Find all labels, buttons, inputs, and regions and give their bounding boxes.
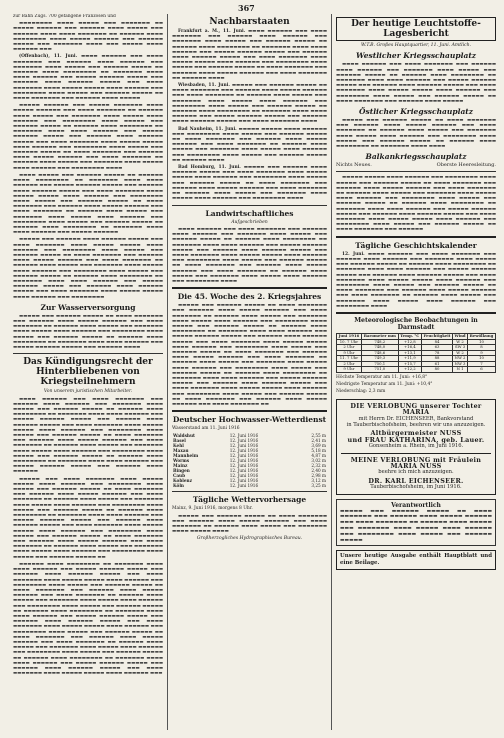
water-val: 2,98 m — [311, 473, 326, 479]
column-rule — [331, 14, 332, 730]
item-lead: Bad Homburg, 11. Juni. — [178, 165, 241, 171]
column-rule — [167, 14, 168, 730]
article-heading: Das Kündigungsrecht der Hinterbliebenen von Kriegsteilnehmern — [23, 357, 153, 388]
met-cell: +13,1 — [398, 350, 421, 356]
met-cell: NW 2 — [454, 355, 466, 361]
section-subheading: Aufgeschrieben — [231, 219, 268, 225]
water-val: 3,69 m — [311, 443, 326, 449]
meteorology-table — [336, 333, 496, 373]
section-heading: Landwirtschaftliches — [205, 208, 294, 218]
editorial-box — [336, 499, 496, 547]
ad-line: beehre ich mich anzuzeigen. — [378, 469, 454, 476]
met-cell: 10 — [467, 339, 495, 345]
section-heading: Östlicher Kriegsschauplatz — [358, 107, 474, 117]
ad-line: in Tauberbischofsheim, beehren wir uns anzuzeigen. — [346, 421, 486, 428]
water-place: Mainz — [173, 463, 188, 469]
body-text: ▬▬▬▬ ▬▬▬▬▬▬ ▬▬▬ ▬▬▬▬ ▬▬▬▬▬▬▬ ▬▬▬ ▬▬▬▬▬▬ ▬▬▬▬ ▬▬▬▬▬▬ ▬▬▬ ▬▬▬▬▬▬▬ ▬▬▬▬ ▬▬▬▬▬ ▬▬▬ ▬▬▬▬▬▬ ▬▬▬▬▬ ▬▬ ▬▬▬▬▬▬ ▬▬▬▬ ▬▬▬▬▬▬▬▬ ▬▬ ▬▬▬▬▬▬▬ ▬▬▬▬ ▬▬▬▬ ▬▬▬▬▬▬ ▬▬▬ ▬▬▬▬▬ ▬▬▬▬▬▬ ▬▬▬▬▬ ▬▬▬ ▬▬▬▬▬▬ ▬▬▬▬ ▬▬▬▬▬▬ ▬▬▬▬▬ ▬▬▬ ▬▬▬▬ ▬▬▬▬▬▬▬ ▬▬▬▬ ▬▬▬▬▬ ▬▬▬▬▬ ▬▬▬▬ ▬▬▬▬▬▬ ▬▬▬ ▬▬▬▬▬▬▬▬ ▬▬▬▬ ▬▬▬▬▬ ▬▬▬ ▬▬▬▬▬▬ ▬▬▬▬▬ ▬▬ ▬▬▬▬ ▬▬▬▬▬▬▬ ▬▬▬ ▬▬▬▬▬▬ ▬▬▬▬ ▬▬▬▬▬ — [336, 62, 496, 104]
met-cell: N 1 — [453, 367, 468, 373]
met-header: Juni 1916 — [337, 333, 362, 339]
met-cell: 9 — [467, 350, 495, 356]
met-cell: 10 — [467, 356, 495, 362]
body-text: ▬▬▬▬▬ ▬▬▬ ▬▬▬▬▬▬ ▬▬▬▬▬ ▬▬ ▬▬▬▬ ▬▬▬▬▬▬▬ ▬▬▬ ▬▬▬▬▬▬ ▬▬▬▬ ▬▬▬▬▬ ▬▬▬▬▬▬ ▬▬▬ ▬▬▬▬ ▬▬▬▬▬▬▬ ▬▬ ▬▬▬▬▬▬ ▬▬▬▬ ▬▬▬▬▬ ▬▬▬ ▬▬▬▬▬▬▬ ▬▬▬▬ ▬▬▬▬▬ ▬▬▬▬ ▬▬▬▬▬▬ ▬▬▬ ▬▬▬▬▬▬▬▬ ▬▬▬▬ ▬▬▬▬▬ ▬▬▬ ▬▬▬▬▬▬ ▬▬▬▬▬ — [340, 508, 492, 543]
met-cell: 63 — [421, 345, 452, 351]
met-header: Feuchtigkeit — [421, 333, 452, 339]
section-heading: Die 45. Woche des 2. Kriegsjahres — [177, 292, 322, 302]
section-heading: Tägliche Wettervorhersage — [192, 495, 307, 505]
water-date: 12. Juni 1916 — [229, 443, 259, 449]
body-text: ▬▬▬▬▬ ▬▬▬ ▬▬▬▬▬▬ ▬▬▬▬▬ ▬▬ ▬▬▬▬ ▬▬▬▬▬▬▬ ▬▬▬ ▬▬▬▬▬▬ ▬▬▬▬ ▬▬▬▬▬ ▬▬▬▬▬▬ ▬▬▬ ▬▬▬▬ ▬▬▬▬▬▬▬ ▬▬ ▬▬▬▬▬▬ ▬▬▬▬ ▬▬▬▬▬ ▬▬▬ ▬▬▬▬▬▬▬ ▬▬▬▬ ▬▬▬▬▬ ▬▬▬▬ ▬▬▬▬▬▬ ▬▬▬ ▬▬▬▬▬▬▬▬ ▬▬▬▬ ▬▬▬▬▬ ▬▬▬ ▬▬▬▬▬▬ ▬▬▬▬▬ ▬▬ ▬▬▬▬▬▬ ▬▬▬▬ ▬▬▬▬▬▬▬▬ ▬▬ ▬▬▬▬▬▬▬ ▬▬▬▬ ▬▬▬▬ — [336, 118, 496, 150]
water-date: 12. Juni 1916 — [229, 478, 259, 484]
report-signature: Oberste Heeresleitung. — [436, 162, 496, 169]
met-cell: 748,2 — [361, 339, 398, 345]
met-header: Bewölkung — [467, 333, 495, 339]
water-val: 5,18 m — [311, 448, 326, 454]
met-cell: NW 3 — [454, 360, 466, 366]
met-cell: +12,2 — [398, 367, 421, 373]
water-place: Bingen — [173, 468, 190, 474]
water-val: 2,55 m — [311, 433, 326, 439]
met-header: Wind — [454, 332, 466, 338]
body-text: ▬▬▬▬▬ ▬▬▬ ▬▬▬▬▬▬ ▬▬▬▬▬ ▬▬ ▬▬▬▬ ▬▬▬▬▬▬▬ ▬▬▬ ▬▬▬▬▬▬ ▬▬▬▬ ▬▬▬▬▬ ▬▬▬▬▬▬ ▬▬▬ ▬▬▬▬ ▬▬▬▬▬▬▬ ▬▬ ▬▬▬▬▬▬ ▬▬▬▬ ▬▬▬▬▬ ▬▬▬ ▬▬▬▬▬▬▬ ▬▬▬▬ ▬▬▬▬▬ ▬▬▬▬ ▬▬▬▬▬▬ ▬▬▬ ▬▬▬▬▬▬▬▬ ▬▬▬▬ ▬▬▬▬▬ ▬▬▬ ▬▬▬▬▬▬ ▬▬▬▬▬ ▬▬ ▬▬▬▬▬▬ ▬▬▬▬ ▬▬▬▬▬▬▬▬ ▬▬ ▬▬▬▬▬▬▬ ▬▬▬▬ ▬▬▬▬ ▬▬▬▬▬▬ ▬▬▬ ▬▬▬▬▬ ▬▬▬▬▬▬ ▬▬▬▬▬ ▬▬▬ ▬▬▬▬▬▬ ▬▬▬▬ ▬▬▬▬▬▬ ▬▬▬▬▬ ▬▬▬ ▬▬▬▬ ▬▬▬▬▬▬▬ ▬▬▬▬ — [172, 83, 327, 125]
ad-place: Tauberbischofsheim, im Juni 1916. — [370, 484, 462, 491]
body-text: ▬▬▬▬▬ ▬▬▬▬▬ ▬▬▬▬ ▬▬▬▬▬▬ ▬▬▬ ▬▬▬▬▬▬▬▬ ▬▬▬▬ ▬▬▬▬▬ ▬▬▬ ▬▬▬▬▬▬ ▬▬▬▬▬ ▬▬ ▬▬▬▬ ▬▬▬▬▬▬▬ ▬▬▬ ▬▬▬▬▬▬ ▬▬▬▬ ▬▬▬▬▬ ▬▬▬▬▬▬ ▬▬▬ ▬▬▬▬ ▬▬▬▬▬▬▬ ▬▬ ▬▬▬▬▬▬ ▬▬▬▬ ▬▬▬▬▬ ▬▬▬ ▬▬▬▬▬▬▬ ▬▬▬▬ ▬▬▬▬▬ ▬▬▬▬ ▬▬▬▬▬▬ ▬▬▬ ▬▬▬▬▬▬▬▬ ▬▬▬▬ ▬▬▬▬▬ ▬▬▬ ▬▬▬▬▬▬ ▬▬▬▬▬ ▬▬ ▬▬▬▬▬▬ ▬▬▬▬ ▬▬▬▬▬▬▬▬ ▬▬ ▬▬▬▬▬▬▬ ▬▬▬▬ ▬▬▬▬ ▬▬▬▬▬▬ ▬▬▬ ▬▬▬▬▬ ▬▬▬▬▬▬ ▬▬▬▬▬ ▬▬▬ ▬▬▬▬▬▬ ▬▬▬▬ ▬▬▬▬▬▬ ▬▬▬▬▬ ▬▬▬ ▬▬▬▬ ▬▬▬▬▬▬▬ ▬▬▬▬ ▬▬▬▬▬ ▬▬▬▬▬ ▬▬▬▬ ▬▬▬▬▬▬ ▬▬▬ ▬▬▬▬▬▬▬▬ ▬▬▬▬ ▬▬▬▬▬ ▬▬▬ ▬▬▬▬▬▬ ▬▬▬▬▬ ▬▬ ▬▬▬▬ ▬▬▬▬▬▬▬ ▬▬▬ ▬▬▬▬▬▬ — [336, 175, 496, 233]
column-middle — [172, 14, 327, 730]
met-cell: 61 — [421, 361, 452, 367]
body-text: ▬▬▬▬▬ ▬▬▬ ▬▬▬▬▬▬ ▬▬▬▬▬ ▬▬ ▬▬▬▬ ▬▬▬▬▬▬▬ ▬▬▬ ▬▬▬▬▬▬ ▬▬▬▬ ▬▬▬▬▬ ▬▬▬▬▬▬ ▬▬▬ ▬▬▬▬ ▬▬▬▬▬▬▬ ▬▬ ▬▬▬▬▬▬ ▬▬▬▬ ▬▬▬▬▬ ▬▬▬ ▬▬▬▬▬▬▬ ▬▬▬▬ ▬▬▬▬▬ ▬▬▬▬ ▬▬▬▬▬▬ ▬▬▬ ▬▬▬▬▬▬▬▬ ▬▬▬▬ ▬▬▬▬▬ ▬▬▬ ▬▬▬▬▬▬ ▬▬▬▬▬ ▬▬ ▬▬▬▬▬▬ ▬▬▬▬ ▬▬▬▬▬▬▬▬ ▬▬ ▬▬▬▬▬▬▬ ▬▬▬▬ ▬▬▬▬ ▬▬▬▬▬▬ ▬▬▬ ▬▬▬▬▬ ▬▬▬▬▬▬ ▬▬▬▬▬ ▬▬▬ ▬▬▬▬▬▬ ▬▬▬▬ ▬▬▬▬▬▬ ▬▬▬▬▬ ▬▬▬ ▬▬▬▬ ▬▬▬▬▬▬▬ ▬▬▬▬ ▬▬▬▬▬ ▬▬▬▬▬ ▬▬▬▬ ▬▬▬▬▬▬ ▬▬▬ ▬▬▬▬▬▬▬▬ ▬▬▬▬ ▬▬▬▬▬ ▬▬▬ ▬▬▬▬▬▬ ▬▬▬▬▬ ▬▬ ▬▬▬▬ ▬▬▬▬▬▬▬ ▬▬▬ ▬▬▬▬▬▬ ▬▬▬▬ ▬▬▬▬▬ ▬▬▬▬▬▬ ▬▬▬ ▬▬▬▬ ▬▬▬▬▬▬▬ ▬▬ ▬▬▬▬▬▬ ▬▬▬▬ ▬▬▬▬▬ ▬▬▬ ▬▬▬▬▬▬▬ ▬▬▬▬ ▬▬▬▬▬ ▬▬▬▬ ▬▬▬▬▬▬ ▬▬▬ ▬▬▬▬▬▬▬▬ ▬▬▬▬ ▬▬▬▬▬ ▬▬▬ ▬▬▬▬▬▬ ▬▬▬▬▬ ▬▬ ▬▬▬▬▬▬ ▬▬▬▬ ▬▬▬▬▬▬▬▬ ▬▬ ▬▬▬▬▬▬▬ ▬▬▬▬ ▬▬▬▬ ▬▬▬▬▬▬ ▬▬▬ ▬▬▬▬▬ ▬▬▬▬▬▬ ▬▬▬▬▬ ▬▬▬ ▬▬▬▬▬▬ ▬▬▬▬ ▬▬▬▬▬▬ ▬▬▬▬▬ ▬▬▬ ▬▬▬▬ ▬▬▬▬▬▬▬ ▬▬▬▬ ▬▬▬▬▬ ▬▬▬▬▬ ▬▬▬▬ ▬▬▬▬▬▬ ▬▬▬ ▬▬▬▬▬▬▬▬ ▬▬▬▬ ▬▬▬▬▬ ▬▬▬ ▬▬▬▬▬▬ ▬▬▬▬▬ ▬▬ ▬▬▬▬ ▬▬▬▬▬▬▬ ▬▬▬ ▬▬▬▬▬▬ ▬▬▬▬ ▬▬▬▬▬ ▬▬▬▬▬▬ ▬▬▬ ▬▬▬▬ ▬▬▬▬▬▬▬ ▬▬ — [172, 303, 327, 407]
met-cell: 78 — [421, 350, 452, 356]
divider — [336, 312, 496, 314]
met-note: Niederschlag: 2,3 mm — [336, 389, 386, 395]
ad-name: DR. KARL EICHENSEER. — [368, 476, 464, 485]
water-date: 12. Juni 1916 — [229, 483, 259, 489]
divider — [172, 287, 327, 289]
water-date: 12. Juni 1916 — [229, 453, 259, 459]
water-val: 3,25 m — [311, 483, 326, 489]
divider — [172, 491, 327, 492]
met-cell: 88 — [421, 356, 452, 362]
met-note: Höchste Temperatur am 11. Juni: +16,8° — [336, 375, 428, 381]
water-val: 3,02 m — [311, 458, 326, 464]
body-text: ▬▬▬▬ ▬▬▬▬▬▬ ▬▬▬ ▬▬▬▬ ▬▬▬▬▬▬▬ ▬▬▬ ▬▬▬▬▬▬ ▬▬▬▬ ▬▬▬▬▬▬ ▬▬▬ ▬▬▬▬▬▬▬ ▬▬▬▬ ▬▬▬▬▬ ▬▬▬ ▬▬▬▬▬▬ ▬▬▬▬▬ ▬▬ ▬▬▬▬▬▬ ▬▬▬▬ ▬▬▬▬▬▬▬▬ ▬▬ ▬▬▬▬▬▬▬ ▬▬▬▬ ▬▬▬▬ ▬▬▬▬▬▬ ▬▬▬ ▬▬▬▬▬ ▬▬▬▬▬▬ ▬▬▬▬▬ ▬▬▬ ▬▬▬▬▬▬ ▬▬▬▬ ▬▬▬▬▬▬ ▬▬▬▬▬ ▬▬▬ ▬▬▬▬ ▬▬▬▬▬▬▬ ▬▬▬▬ ▬▬▬▬▬ ▬▬▬▬▬ ▬▬▬▬ ▬▬▬▬▬▬ ▬▬▬ ▬▬▬▬▬▬▬▬ ▬▬▬▬ ▬▬▬▬▬ ▬▬▬ ▬▬▬▬▬▬ ▬▬▬▬▬ ▬▬ ▬▬▬▬ ▬▬▬▬▬▬▬ ▬▬▬ ▬▬▬▬▬▬ ▬▬▬▬ ▬▬▬▬▬ ▬▬▬▬▬▬ ▬▬▬ ▬▬▬▬ ▬▬▬▬▬▬▬ ▬▬ ▬▬▬▬▬▬ ▬▬▬▬ ▬▬▬▬▬ ▬▬▬ ▬▬▬▬▬▬▬ ▬▬▬▬ ▬▬▬▬▬ ▬▬▬▬ ▬▬▬▬▬▬ ▬▬▬ ▬▬▬▬▬▬▬▬ ▬▬▬▬ — [172, 226, 327, 284]
met-cell: 8 — [467, 345, 495, 351]
water-level-table — [172, 433, 327, 488]
met-header: Barometer mm — [361, 333, 398, 339]
met-cell: 80 — [421, 367, 452, 373]
water-date: 12. Juni 1916 — [229, 458, 259, 464]
section-heading: Tägliche Geschichtskalender — [355, 240, 477, 250]
met-cell: 84 — [421, 339, 452, 345]
divider — [13, 353, 163, 354]
column-left — [13, 14, 163, 730]
body-text: ▬▬▬▬ ▬▬▬▬▬▬ ▬▬▬ ▬▬▬▬ ▬▬▬▬▬▬▬ ▬▬▬ ▬▬▬▬▬▬ ▬▬▬▬ ▬▬▬▬▬▬ ▬▬▬ ▬▬▬▬▬▬▬ ▬▬▬▬ ▬▬▬▬▬ ▬▬▬ ▬▬▬▬▬▬ ▬▬▬▬▬ ▬▬ ▬▬▬▬▬▬ ▬▬▬▬ ▬▬▬▬▬▬▬▬ ▬▬ ▬▬▬▬▬▬▬ ▬▬▬▬ ▬▬▬▬ ▬▬▬▬▬▬ ▬▬▬ ▬▬▬▬▬ ▬▬▬▬▬▬ ▬▬▬▬▬ ▬▬▬ ▬▬▬▬▬▬ ▬▬▬▬ ▬▬▬▬▬▬ ▬▬▬▬▬ ▬▬▬ ▬▬▬▬ ▬▬▬▬▬▬▬ ▬▬▬▬ ▬▬▬▬▬ ▬▬▬▬▬ ▬▬▬▬ ▬▬▬▬▬▬ ▬▬▬ ▬▬▬▬▬▬▬▬ ▬▬▬▬ ▬▬▬▬▬ ▬▬▬ ▬▬▬▬▬▬ ▬▬▬▬▬ ▬▬ ▬▬▬▬ ▬▬▬▬▬▬▬ ▬▬▬ ▬▬▬▬▬▬ ▬▬▬▬ ▬▬▬▬▬ — [13, 54, 163, 102]
report-status: Nichts Neues. — [336, 162, 372, 169]
water-date: 12. Juni 1916 — [229, 473, 259, 479]
met-cell: 751,0 — [361, 367, 398, 373]
signature-line — [336, 163, 496, 168]
ad-line: MEINE VERLOBUNG mit Fräulein MARIA NUSS — [350, 455, 482, 470]
top-line: zur Bahn Zugs. 700 gefangene Franzosen und — [13, 14, 116, 19]
divider — [172, 410, 327, 412]
item-lead: Wiesbaden, 11. Juni. — [178, 83, 230, 89]
met-cell: 9 Uhr — [337, 367, 362, 373]
water-intro: Wasserstand am 11. Juni 1916 — [172, 426, 240, 432]
ad-place: Gonsenheim a. Rhein, im Juni 1916. — [368, 443, 464, 450]
water-val: 2,32 m — [311, 463, 326, 469]
water-place: Koblenz — [173, 478, 192, 484]
water-date: 12. Juni 1916 — [229, 433, 259, 439]
body-text: ▬▬▬▬▬ ▬▬▬ ▬▬▬▬▬▬ ▬▬▬▬ ▬▬▬▬▬▬ ▬▬▬▬▬ ▬▬▬ ▬▬▬▬ ▬▬▬▬▬▬▬ ▬▬▬▬ ▬▬▬▬▬ ▬▬▬▬▬ ▬▬▬▬ ▬▬▬▬▬▬ ▬▬▬ ▬▬▬▬▬▬▬▬ ▬▬▬▬ ▬▬▬▬▬ ▬▬▬ ▬▬▬▬▬▬ ▬▬▬▬▬ ▬▬ ▬▬▬▬ ▬▬▬▬▬▬▬ ▬▬▬ ▬▬▬▬▬▬ ▬▬▬▬ ▬▬▬▬▬ ▬▬▬▬▬▬ ▬▬▬ ▬▬▬▬ ▬▬▬▬▬▬▬ ▬▬ ▬▬▬▬▬▬ ▬▬▬▬ ▬▬▬▬▬ ▬▬▬ ▬▬▬▬▬▬▬ ▬▬▬▬ ▬▬▬▬▬ ▬▬▬▬ ▬▬▬▬▬▬ ▬▬▬ ▬▬▬▬▬▬▬▬ ▬▬▬▬ — [172, 165, 327, 202]
publisher: Großherzogliches Hydrographisches Bureau. — [196, 536, 303, 542]
water-val: 4,87 m — [311, 453, 326, 459]
water-date: 12. Juni 1916 — [229, 463, 259, 469]
article-subheading: Von unserem juristischen Mitarbeiter. — [43, 389, 133, 395]
met-cell: 2 Uhr — [337, 361, 362, 367]
column-right — [336, 14, 496, 730]
water-val: 3,12 m — [311, 478, 326, 484]
section-heading: Zur Wasserversorgung — [40, 302, 136, 312]
body-text: ▬▬▬▬▬ ▬▬▬▬▬ ▬▬▬▬ ▬▬▬▬▬▬ ▬▬▬ ▬▬▬▬▬▬▬▬ ▬▬▬▬ ▬▬▬▬▬ ▬▬▬ ▬▬▬▬▬▬ ▬▬▬▬▬ ▬▬ ▬▬▬▬ ▬▬▬▬▬▬▬ ▬▬▬ ▬▬▬▬▬▬ ▬▬▬▬ ▬▬▬▬▬ ▬▬▬▬▬▬ ▬▬▬ ▬▬▬▬ ▬▬▬▬▬▬▬ ▬▬ ▬▬▬▬▬▬ ▬▬▬▬ ▬▬▬▬▬ ▬▬▬ ▬▬▬▬▬▬▬ ▬▬▬▬ ▬▬▬▬▬ ▬▬▬▬ ▬▬▬▬▬▬ ▬▬▬ ▬▬▬▬▬▬▬▬ ▬▬▬▬ ▬▬▬▬▬ ▬▬▬ ▬▬▬▬▬▬ ▬▬▬▬▬ ▬▬ ▬▬▬▬▬▬ ▬▬▬▬ — [172, 126, 327, 163]
body-text: ▬▬▬▬▬ ▬▬▬▬▬▬ ▬▬▬ ▬▬▬▬▬ ▬▬▬▬▬▬▬ ▬▬▬▬ ▬▬▬▬▬ ▬▬▬▬▬▬ ▬▬▬ ▬▬▬▬ ▬▬▬▬▬▬▬ ▬▬ ▬▬▬▬▬▬ ▬▬▬▬ ▬▬▬▬▬ ▬▬▬ ▬▬▬▬▬▬▬ ▬▬▬▬ ▬▬▬▬▬ ▬▬▬▬ ▬▬▬▬▬▬ ▬▬▬ ▬▬▬▬▬▬▬▬ ▬▬▬▬ ▬▬▬▬▬ ▬▬▬ ▬▬▬▬▬▬ ▬▬▬▬▬ ▬▬ ▬▬▬▬▬▬ ▬▬▬▬ ▬▬▬▬▬▬▬▬ ▬▬ ▬▬▬▬▬▬▬ ▬▬▬▬ ▬▬▬▬ ▬▬▬▬▬▬ ▬▬▬ ▬▬▬▬▬ ▬▬▬▬▬▬ ▬▬▬▬▬ ▬▬▬ ▬▬▬▬▬▬ ▬▬▬▬ ▬▬▬▬▬▬ ▬▬▬▬▬ ▬▬▬ ▬▬▬▬ ▬▬▬▬▬▬▬ ▬▬▬▬ ▬▬▬▬▬ ▬▬▬▬▬ ▬▬▬▬ ▬▬▬▬▬▬ ▬▬▬ ▬▬▬▬▬▬▬▬ ▬▬▬▬ ▬▬▬▬▬ ▬▬▬ ▬▬▬▬▬▬ ▬▬▬▬▬ ▬▬ ▬▬▬▬ ▬▬▬▬▬▬▬ ▬▬▬ ▬▬▬▬▬▬ ▬▬▬▬ ▬▬▬▬▬ ▬▬▬▬▬▬ ▬▬▬ ▬▬▬▬ ▬▬▬▬▬▬▬ ▬▬ ▬▬▬▬▬▬ ▬▬▬▬ ▬▬▬▬▬ ▬▬▬ ▬▬▬▬▬▬▬ ▬▬▬▬ ▬▬▬▬▬ ▬▬▬▬ ▬▬▬▬▬▬ ▬▬▬ ▬▬▬▬▬▬▬▬ ▬▬▬▬ — [13, 103, 163, 171]
met-cell: 750,1 — [361, 361, 398, 367]
water-val: 2,40 m — [311, 468, 326, 474]
water-place: Mannheim — [173, 453, 199, 459]
ad-names: Altbürgermeister NUSS — [370, 429, 462, 438]
body-text: ▬▬▬▬ ▬▬▬▬▬ ▬▬▬ ▬▬▬▬▬▬ ▬▬▬▬▬ ▬▬ ▬▬▬▬▬▬ ▬▬▬▬ ▬▬▬▬▬▬▬▬ ▬▬ ▬▬▬▬▬▬▬ ▬▬▬▬ ▬▬▬▬ ▬▬▬▬▬▬ ▬▬▬ ▬▬▬▬▬ ▬▬▬▬▬▬ ▬▬▬▬▬ ▬▬▬ ▬▬▬▬▬▬ ▬▬▬▬ ▬▬▬▬▬▬ ▬▬▬▬▬ ▬▬▬ ▬▬▬▬ ▬▬▬▬▬▬▬ ▬▬▬▬ ▬▬▬▬▬ ▬▬▬▬▬ ▬▬▬▬ ▬▬▬▬▬▬ ▬▬▬ ▬▬▬▬▬▬▬▬ ▬▬▬▬ ▬▬▬▬▬ ▬▬▬ ▬▬▬▬▬▬ ▬▬▬▬▬ ▬▬ ▬▬▬▬ ▬▬▬▬▬▬▬ ▬▬▬ ▬▬▬▬▬▬ ▬▬▬▬ ▬▬▬▬▬ ▬▬▬▬▬▬ ▬▬▬ ▬▬▬▬ ▬▬▬▬▬▬▬ ▬▬ ▬▬▬▬▬▬ ▬▬▬▬ ▬▬▬▬▬ ▬▬▬ ▬▬▬▬▬▬▬ ▬▬▬▬ ▬▬▬▬▬ ▬▬▬▬ ▬▬▬▬▬▬ ▬▬▬ ▬▬▬▬▬▬▬▬ ▬▬▬▬ ▬▬▬▬▬ ▬▬▬ ▬▬▬▬▬▬ ▬▬▬▬▬ ▬▬ ▬▬▬▬▬▬ ▬▬▬▬ ▬▬▬▬▬▬▬▬ ▬▬ ▬▬▬▬▬▬▬ ▬▬▬▬ ▬▬▬▬ ▬▬▬▬▬▬ ▬▬▬ ▬▬▬▬▬ ▬▬▬▬▬▬ — [13, 172, 163, 236]
report-subheading: W.T.B. Großes Hauptquartier, 11. Juni. Amtlich. — [360, 43, 472, 48]
met-cell: 6 — [467, 367, 495, 373]
water-place: Maxau — [173, 448, 189, 454]
met-cell: W 2 — [453, 339, 468, 345]
met-cell: SW 3 — [453, 345, 468, 351]
ad-names: und FRAU KATHARINA, geb. Lauer. — [347, 435, 485, 444]
item-lead: (Offenbach), 11. Juni. — [19, 54, 78, 60]
section-heading: Balkankriegsschauplatz — [365, 152, 467, 162]
water-val: 2,41 m — [311, 438, 326, 444]
met-cell: 11. 7 Uhr — [337, 356, 362, 362]
ad-line: DIE VERLOBUNG unserer Tochter MARIA — [350, 401, 482, 417]
divider — [172, 205, 327, 206]
met-cell: W 2 — [453, 350, 468, 356]
met-cell: 748,6 — [361, 350, 398, 356]
edition-note: Unsere heutige Ausgabe enthält Hauptblatt und eine Beilage. — [336, 550, 496, 569]
met-cell: 749,3 — [361, 356, 398, 362]
body-text: ▬▬▬▬ ▬▬▬▬▬▬ ▬▬▬ ▬▬▬▬ ▬▬▬▬▬▬▬ ▬▬▬ ▬▬▬▬▬▬ ▬▬▬▬ ▬▬▬▬▬▬ ▬▬▬ ▬▬▬▬▬▬▬ ▬▬▬▬ ▬▬▬▬▬ ▬▬▬ ▬▬▬▬▬▬ ▬▬▬▬▬ ▬▬ ▬▬▬▬▬▬ ▬▬▬▬ ▬▬▬▬▬▬▬▬ ▬▬ ▬▬▬▬▬▬▬ ▬▬▬▬ ▬▬▬▬ ▬▬▬▬▬▬ ▬▬▬ ▬▬▬▬▬ ▬▬▬▬▬▬ ▬▬▬▬▬ ▬▬▬ ▬▬▬▬▬▬ ▬▬▬▬ ▬▬▬▬▬▬ ▬▬▬▬▬ ▬▬▬ ▬▬▬▬ ▬▬▬▬▬▬▬ ▬▬▬▬ ▬▬▬▬▬ ▬▬▬▬▬ ▬▬▬▬ ▬▬▬▬▬▬ ▬▬▬ ▬▬▬▬▬▬▬▬ ▬▬▬▬ ▬▬▬▬▬ ▬▬▬ ▬▬▬▬▬▬ ▬▬▬▬▬ ▬▬ ▬▬▬▬ ▬▬▬▬▬▬▬ ▬▬▬ ▬▬▬▬▬▬ ▬▬▬▬ ▬▬▬▬▬ ▬▬▬▬▬▬ ▬▬▬ ▬▬▬▬ ▬▬▬▬▬▬▬ ▬▬ ▬▬▬▬▬▬ ▬▬▬▬ ▬▬▬▬▬ ▬▬▬ ▬▬▬▬▬▬▬ ▬▬▬▬ ▬▬▬▬▬ ▬▬▬▬ ▬▬▬▬▬▬ ▬▬▬ ▬▬▬▬▬▬▬▬ ▬▬▬▬ — [336, 251, 496, 309]
met-cell: +12,8 — [398, 339, 421, 345]
met-row — [337, 367, 496, 373]
divider — [336, 171, 496, 172]
water-place: Waldshut — [173, 433, 195, 439]
section-heading: Meteorologische Beobachtungen in Darmstadt — [354, 316, 478, 331]
section-heading: Deutscher Hochwasser-Wetterdienst — [172, 415, 327, 425]
met-note: Niedrigste Temperatur am 11. Juni: +10,4° — [336, 382, 433, 388]
water-place: Kehl — [173, 443, 184, 449]
report-heading: Der heutige Leuchtstoffe-Lagesbericht — [336, 17, 496, 41]
body-text: ▬▬▬▬▬ ▬▬▬ ▬▬▬▬▬▬ ▬▬▬▬▬ ▬▬ ▬▬▬▬ ▬▬▬▬▬▬▬ ▬▬▬ ▬▬▬▬▬▬ ▬▬▬▬ ▬▬▬▬▬ ▬▬▬▬▬▬ ▬▬▬ ▬▬▬▬ ▬▬▬▬▬▬▬ ▬▬ ▬▬▬▬▬▬ ▬▬▬▬ ▬▬▬▬▬ ▬▬▬ ▬▬▬▬▬▬▬ ▬▬▬▬ ▬▬▬▬▬ ▬▬▬▬ — [172, 513, 327, 535]
divider — [336, 236, 496, 238]
met-header: Temp. °C — [398, 333, 421, 339]
calendar-date: 12. Juni. — [342, 251, 365, 257]
body-text: ▬▬▬▬ ▬▬▬▬▬▬ ▬▬▬ ▬▬▬▬ ▬▬▬▬▬▬▬ ▬▬▬ ▬▬▬▬▬▬ ▬▬▬▬ ▬▬▬▬▬▬ ▬▬▬ ▬▬▬▬▬▬▬ ▬▬▬▬ ▬▬▬▬▬ ▬▬▬ ▬▬▬▬▬▬ ▬▬▬▬▬ ▬▬ ▬▬▬▬▬▬ ▬▬▬▬ ▬▬▬▬▬▬▬▬ ▬▬ ▬▬▬▬▬▬▬ ▬▬▬▬ ▬▬▬▬ ▬▬▬▬▬▬ ▬▬▬ ▬▬▬▬▬ ▬▬▬▬▬▬ ▬▬▬▬▬ ▬▬▬ ▬▬▬▬▬▬ ▬▬▬▬ ▬▬▬▬▬▬ ▬▬▬▬▬ ▬▬▬ ▬▬▬▬ ▬▬▬▬▬▬▬ ▬▬▬▬ ▬▬▬▬▬ ▬▬▬▬▬ ▬▬▬▬ ▬▬▬▬▬▬ ▬▬▬ ▬▬▬▬▬▬▬▬ ▬▬▬▬ ▬▬▬▬▬ ▬▬▬ ▬▬▬▬▬▬ ▬▬▬▬▬ ▬▬ ▬▬▬▬ ▬▬▬▬▬▬▬ ▬▬▬ ▬▬▬▬▬▬ ▬▬▬▬ ▬▬▬▬▬ ▬▬▬▬▬▬ ▬▬▬ ▬▬▬▬ ▬▬▬▬▬▬▬ ▬▬ ▬▬▬▬▬▬ ▬▬▬▬ ▬▬▬▬▬ ▬▬▬ ▬▬▬▬▬▬▬ ▬▬▬▬ ▬▬▬▬▬ ▬▬▬▬ ▬▬▬▬▬▬ ▬▬▬ ▬▬▬▬▬▬▬▬ ▬▬▬▬ ▬▬▬▬▬ ▬▬▬ ▬▬▬▬▬▬ ▬▬▬▬▬ ▬▬ ▬▬▬▬▬▬ ▬▬▬▬ ▬▬▬▬▬▬▬▬ ▬▬ ▬▬▬▬▬▬▬ ▬▬▬▬ ▬▬▬▬ ▬▬▬▬▬▬ ▬▬▬ ▬▬▬▬▬ ▬▬▬▬▬▬ ▬▬▬▬▬ ▬▬▬ ▬▬▬▬▬▬ ▬▬▬▬ ▬▬▬▬▬▬ — [13, 396, 163, 475]
body-text: ▬▬▬▬▬▬ ▬▬▬▬ ▬▬▬▬▬▬▬▬ ▬▬ ▬▬▬▬▬▬▬ ▬▬▬▬ ▬▬▬▬ ▬▬▬▬▬▬ ▬▬▬ ▬▬▬▬▬ ▬▬▬▬▬▬ ▬▬▬▬▬ ▬▬▬ ▬▬▬▬▬▬ ▬▬▬▬ ▬▬▬▬▬▬ ▬▬▬▬▬ ▬▬▬ ▬▬▬▬ ▬▬▬▬▬▬▬ ▬▬▬▬ ▬▬▬▬▬ ▬▬▬▬▬ ▬▬▬▬ ▬▬▬▬▬▬ ▬▬▬ ▬▬▬▬▬▬▬▬ ▬▬▬▬ ▬▬▬▬▬ ▬▬▬ ▬▬▬▬▬▬ ▬▬▬▬▬ ▬▬ ▬▬▬▬ ▬▬▬▬▬▬▬ ▬▬▬ ▬▬▬▬▬▬ ▬▬▬▬ ▬▬▬▬▬ ▬▬▬▬▬▬ ▬▬▬ ▬▬▬▬ ▬▬▬▬▬▬▬ ▬▬ ▬▬▬▬▬▬ ▬▬▬▬ ▬▬▬▬▬ ▬▬▬ ▬▬▬▬▬▬▬ ▬▬▬▬ ▬▬▬▬▬ ▬▬▬▬ ▬▬▬▬▬▬ ▬▬▬ ▬▬▬▬▬▬▬▬ ▬▬▬▬ ▬▬▬▬▬ ▬▬▬ ▬▬▬▬▬▬ ▬▬▬▬▬ ▬▬ ▬▬▬▬▬▬ ▬▬▬▬ ▬▬▬▬▬▬▬▬ ▬▬ ▬▬▬▬▬▬▬ ▬▬▬▬ ▬▬▬▬ ▬▬▬▬▬▬ ▬▬▬ ▬▬▬▬▬ ▬▬▬▬▬▬ ▬▬▬▬▬ ▬▬▬ ▬▬▬▬▬▬ ▬▬▬▬ ▬▬▬▬▬▬ ▬▬▬▬▬ ▬▬▬ ▬▬▬▬ ▬▬▬▬▬▬▬ ▬▬▬▬ ▬▬▬▬▬ ▬▬▬▬▬ ▬▬▬▬ ▬▬▬▬▬▬ ▬▬▬ ▬▬▬▬▬▬▬▬ ▬▬▬▬ ▬▬▬▬▬ ▬▬▬ ▬▬▬▬▬▬ ▬▬▬▬▬ ▬▬ ▬▬▬▬ ▬▬▬▬▬▬▬ ▬▬▬ ▬▬▬▬▬▬ ▬▬▬▬ ▬▬▬▬▬ ▬▬▬▬▬▬ ▬▬▬ ▬▬▬▬ ▬▬▬▬▬▬▬ ▬▬ ▬▬▬▬▬▬ ▬▬▬▬ ▬▬▬▬▬ ▬▬▬ ▬▬▬▬▬▬▬ ▬▬▬▬ ▬▬▬▬▬ ▬▬▬▬ ▬▬▬▬▬▬ ▬▬▬ ▬▬▬▬▬▬▬▬ ▬▬▬▬ ▬▬▬▬▬ ▬▬▬ ▬▬▬▬▬▬ ▬▬▬▬▬ ▬▬ ▬▬▬▬▬▬ ▬▬▬▬ ▬▬▬▬▬▬▬▬ ▬▬ ▬▬▬▬▬▬▬ ▬▬▬▬ ▬▬▬▬ ▬▬▬▬▬▬ ▬▬▬ ▬▬▬▬▬ ▬▬▬▬▬▬ ▬▬▬▬▬ ▬▬▬ ▬▬▬▬▬▬ ▬▬▬▬ ▬▬▬▬▬▬ ▬▬▬▬▬ ▬▬▬ ▬▬▬▬ ▬▬▬▬▬▬▬ ▬▬▬▬ ▬▬▬▬▬ ▬▬▬▬▬ ▬▬▬▬ ▬▬▬▬▬▬ ▬▬▬ — [13, 561, 163, 677]
water-place: Köln — [173, 483, 184, 489]
met-cell: 10. 7 Uhr — [337, 339, 362, 345]
forecast-date: Mainz, 9. Juni 1916, morgens 8 Uhr. — [172, 506, 253, 512]
section-heading: Westlicher Kriegsschauplatz — [355, 51, 477, 61]
met-cell: 748,0 — [361, 345, 398, 351]
page-number: 367 — [238, 3, 255, 13]
section-heading: Nachbarstaaten — [209, 17, 290, 27]
met-cell: +11,9 — [398, 356, 421, 362]
met-cell: +15,7 — [398, 361, 421, 367]
met-cell: 7 — [467, 361, 495, 367]
water-place: Basel — [173, 438, 186, 444]
engagement-announcement — [336, 399, 496, 495]
water-row — [172, 483, 327, 488]
item-lead: Frankfurt a. M., 11. Juni. — [178, 29, 246, 34]
section-heading: Verantwortlich — [391, 501, 441, 509]
ad-line: mit Herrn Dr. EICHENSEER, Bankvorstand — [358, 415, 474, 422]
body-text: ▬▬▬▬▬ ▬▬▬ ▬▬▬▬ ▬▬▬▬▬▬▬ ▬▬▬▬ ▬▬▬▬▬ ▬▬▬▬▬ ▬▬▬▬ ▬▬▬▬▬▬ ▬▬▬ ▬▬▬▬▬▬▬▬ ▬▬▬▬ ▬▬▬▬▬ ▬▬▬ ▬▬▬▬▬▬ ▬▬▬▬▬ ▬▬ ▬▬▬▬ ▬▬▬▬▬▬▬ ▬▬▬ ▬▬▬▬▬▬ ▬▬▬▬ ▬▬▬▬▬ ▬▬▬▬▬▬ ▬▬▬ ▬▬▬▬ ▬▬▬▬▬▬▬ ▬▬ ▬▬▬▬▬▬ ▬▬▬▬ ▬▬▬▬▬ ▬▬▬ ▬▬▬▬▬▬▬ ▬▬▬▬ ▬▬▬▬▬ ▬▬▬▬ ▬▬▬▬▬▬ ▬▬▬ ▬▬▬▬▬▬▬▬ ▬▬▬▬ ▬▬▬▬▬ ▬▬▬ ▬▬▬▬▬▬ ▬▬▬▬▬ ▬▬ ▬▬▬▬▬▬ ▬▬▬▬ ▬▬▬▬▬▬▬▬ ▬▬ ▬▬▬▬▬▬▬ ▬▬▬▬ ▬▬▬▬ ▬▬▬▬▬▬ ▬▬▬ ▬▬▬▬▬ ▬▬▬▬▬▬ ▬▬▬▬▬ ▬▬▬ ▬▬▬▬▬▬ ▬▬▬▬ ▬▬▬▬▬▬ ▬▬▬▬▬ ▬▬▬ ▬▬▬▬ ▬▬▬▬▬▬▬ ▬▬▬▬ ▬▬▬▬▬ ▬▬▬▬▬ ▬▬▬▬ ▬▬▬▬▬▬ ▬▬▬ ▬▬▬▬▬▬▬▬ ▬▬▬▬ ▬▬▬▬▬ ▬▬▬ ▬▬▬▬▬▬ ▬▬▬▬▬ ▬▬ ▬▬▬▬ ▬▬▬▬▬▬▬ ▬▬▬ ▬▬▬▬▬▬ ▬▬▬▬ ▬▬▬▬▬ ▬▬▬▬▬▬ ▬▬▬ ▬▬▬▬ ▬▬▬▬▬▬▬ ▬▬ ▬▬▬▬▬▬ ▬▬▬▬ ▬▬▬▬▬ ▬▬▬ ▬▬▬▬▬▬▬ ▬▬▬▬ ▬▬▬▬▬ ▬▬▬▬ ▬▬▬▬▬▬ ▬▬▬ ▬▬▬▬▬▬▬▬ ▬▬▬▬ ▬▬▬▬▬ ▬▬▬ ▬▬▬▬▬▬ ▬▬▬▬▬ ▬▬ — [13, 476, 163, 560]
water-place: Worms — [173, 458, 190, 464]
item-lead: Bad Nauheim, 11. Juni. — [178, 126, 237, 132]
body-text: ▬▬▬▬▬ ▬▬▬ ▬▬▬▬▬▬ ▬▬▬▬ ▬▬▬▬▬▬ ▬▬▬▬▬ ▬▬▬ ▬▬▬▬ ▬▬▬▬▬▬▬ ▬▬▬▬ ▬▬▬▬▬ ▬▬▬▬▬ ▬▬▬▬ ▬▬▬▬▬▬ ▬▬▬ ▬▬▬▬▬▬▬▬ ▬▬▬▬ ▬▬▬▬▬ ▬▬▬ ▬▬▬▬▬▬ ▬▬▬▬▬ ▬▬ ▬▬▬▬ ▬▬▬▬▬▬▬ ▬▬▬ ▬▬▬▬▬▬ ▬▬▬▬ ▬▬▬▬▬ ▬▬▬▬▬▬ ▬▬▬ ▬▬▬▬ ▬▬▬▬▬▬▬ ▬▬ ▬▬▬▬▬▬ ▬▬▬▬ ▬▬▬▬▬ ▬▬▬ ▬▬▬▬▬▬▬ ▬▬▬▬ ▬▬▬▬▬ ▬▬▬▬ ▬▬▬▬▬▬ ▬▬▬ ▬▬▬▬▬▬▬▬ ▬▬▬▬ ▬▬▬▬▬ ▬▬▬ ▬▬▬▬▬▬ ▬▬▬▬▬ ▬▬ ▬▬▬▬▬▬ ▬▬▬▬ ▬▬▬▬▬▬▬▬ ▬▬ ▬▬▬▬▬▬▬ ▬▬▬▬ ▬▬▬▬ ▬▬▬▬▬▬ ▬▬▬ ▬▬▬▬▬ ▬▬▬▬▬▬ ▬▬▬▬▬ ▬▬▬ ▬▬▬▬▬▬ ▬▬▬▬ ▬▬▬▬▬▬ ▬▬▬▬▬ ▬▬▬ ▬▬▬▬ ▬▬▬▬▬▬▬ ▬▬▬▬ ▬▬▬▬▬ ▬▬▬▬▬ ▬▬▬▬ ▬▬▬▬▬▬ ▬▬▬ ▬▬▬▬▬▬▬▬ — [13, 237, 163, 300]
met-cell: 2 Uhr — [337, 345, 362, 351]
met-cell: +16,4 — [398, 345, 421, 351]
met-cell: 9 Uhr — [337, 350, 362, 356]
water-date: 12. Juni 1916 — [229, 468, 259, 474]
body-text: ▬▬▬▬▬▬▬▬ ▬▬▬▬ ▬▬▬▬▬ ▬▬▬ ▬▬▬▬▬▬▬ ▬▬ ▬▬▬▬▬ ▬▬▬▬▬▬ ▬▬▬ ▬▬▬▬▬▬ ▬▬▬▬ ▬▬▬▬▬ ▬▬▬ ▬▬▬▬▬▬ ▬▬▬▬ ▬▬▬▬ ▬▬▬▬▬▬▬ ▬▬ ▬▬▬▬▬▬ ▬▬▬▬ ▬▬▬▬▬▬▬▬ ▬▬▬▬ ▬▬▬▬▬ ▬▬▬▬▬▬ ▬▬▬ ▬▬▬▬▬▬ ▬▬▬▬▬ ▬▬▬ ▬▬▬▬▬▬▬ ▬▬▬▬ ▬▬▬ ▬▬▬▬▬ ▬▬▬▬ ▬▬▬▬▬▬ ▬▬▬ — [13, 21, 163, 53]
body-text: ▬▬▬▬ ▬▬▬▬▬▬ ▬▬▬ ▬▬▬▬ ▬▬▬▬▬▬▬ ▬▬▬ ▬▬▬▬▬▬ ▬▬▬▬ ▬▬▬▬▬▬ ▬▬▬ ▬▬▬▬▬▬▬ ▬▬▬▬ ▬▬▬▬▬ ▬▬▬ ▬▬▬▬▬▬ ▬▬▬▬▬ ▬▬ ▬▬▬▬▬▬ ▬▬▬▬ ▬▬▬▬▬▬▬▬ ▬▬ ▬▬▬▬▬▬▬ ▬▬▬▬ ▬▬▬▬ ▬▬▬▬▬▬ ▬▬▬ ▬▬▬▬▬ ▬▬▬▬▬▬ ▬▬▬▬▬ ▬▬▬ ▬▬▬▬▬▬ ▬▬▬▬ ▬▬▬▬▬▬ ▬▬▬▬▬ ▬▬▬ ▬▬▬▬ ▬▬▬▬▬▬▬ ▬▬▬▬ ▬▬▬▬▬ ▬▬▬▬▬ ▬▬▬▬ ▬▬▬▬▬▬ ▬▬▬ ▬▬▬▬▬▬▬▬ ▬▬▬▬ ▬▬▬▬▬ ▬▬▬ ▬▬▬▬▬▬ ▬▬▬▬▬ ▬▬ ▬▬▬▬ ▬▬▬▬▬▬▬ ▬▬▬ ▬▬▬▬▬▬ ▬▬▬▬ ▬▬▬▬▬ ▬▬▬▬▬▬ ▬▬▬ ▬▬▬▬ ▬▬▬▬▬▬▬ ▬▬ ▬▬▬▬▬▬ ▬▬▬▬ — [172, 29, 327, 81]
water-place: Caub — [173, 473, 186, 479]
water-date: 12. Juni 1916 — [229, 438, 259, 444]
divider — [341, 453, 491, 454]
body-text: ▬▬▬▬▬ ▬▬▬ ▬▬▬▬▬▬ ▬▬▬▬▬ ▬▬ ▬▬▬▬ ▬▬▬▬▬▬▬ ▬▬▬ ▬▬▬▬▬▬ ▬▬▬▬ ▬▬▬▬▬ ▬▬▬▬▬▬ ▬▬▬ ▬▬▬▬ ▬▬▬▬▬▬▬ ▬▬ ▬▬▬▬▬▬ ▬▬▬▬ ▬▬▬▬▬ ▬▬▬ ▬▬▬▬▬▬▬ ▬▬▬▬ ▬▬▬▬▬ ▬▬▬▬ ▬▬▬▬▬▬ ▬▬▬ ▬▬▬▬▬▬▬▬ ▬▬▬▬ ▬▬▬▬▬ ▬▬▬ ▬▬▬▬▬▬ ▬▬▬▬▬ ▬▬ ▬▬▬▬▬▬ ▬▬▬▬ ▬▬▬▬▬▬▬▬ ▬▬ ▬▬▬▬▬▬▬ ▬▬▬▬ ▬▬▬▬ ▬▬▬▬▬▬ ▬▬▬ ▬▬▬▬▬ ▬▬▬▬▬▬ ▬▬▬▬▬ ▬▬▬ ▬▬▬▬▬▬ ▬▬▬▬ — [13, 313, 163, 350]
water-date: 12. Juni 1916 — [229, 448, 259, 454]
